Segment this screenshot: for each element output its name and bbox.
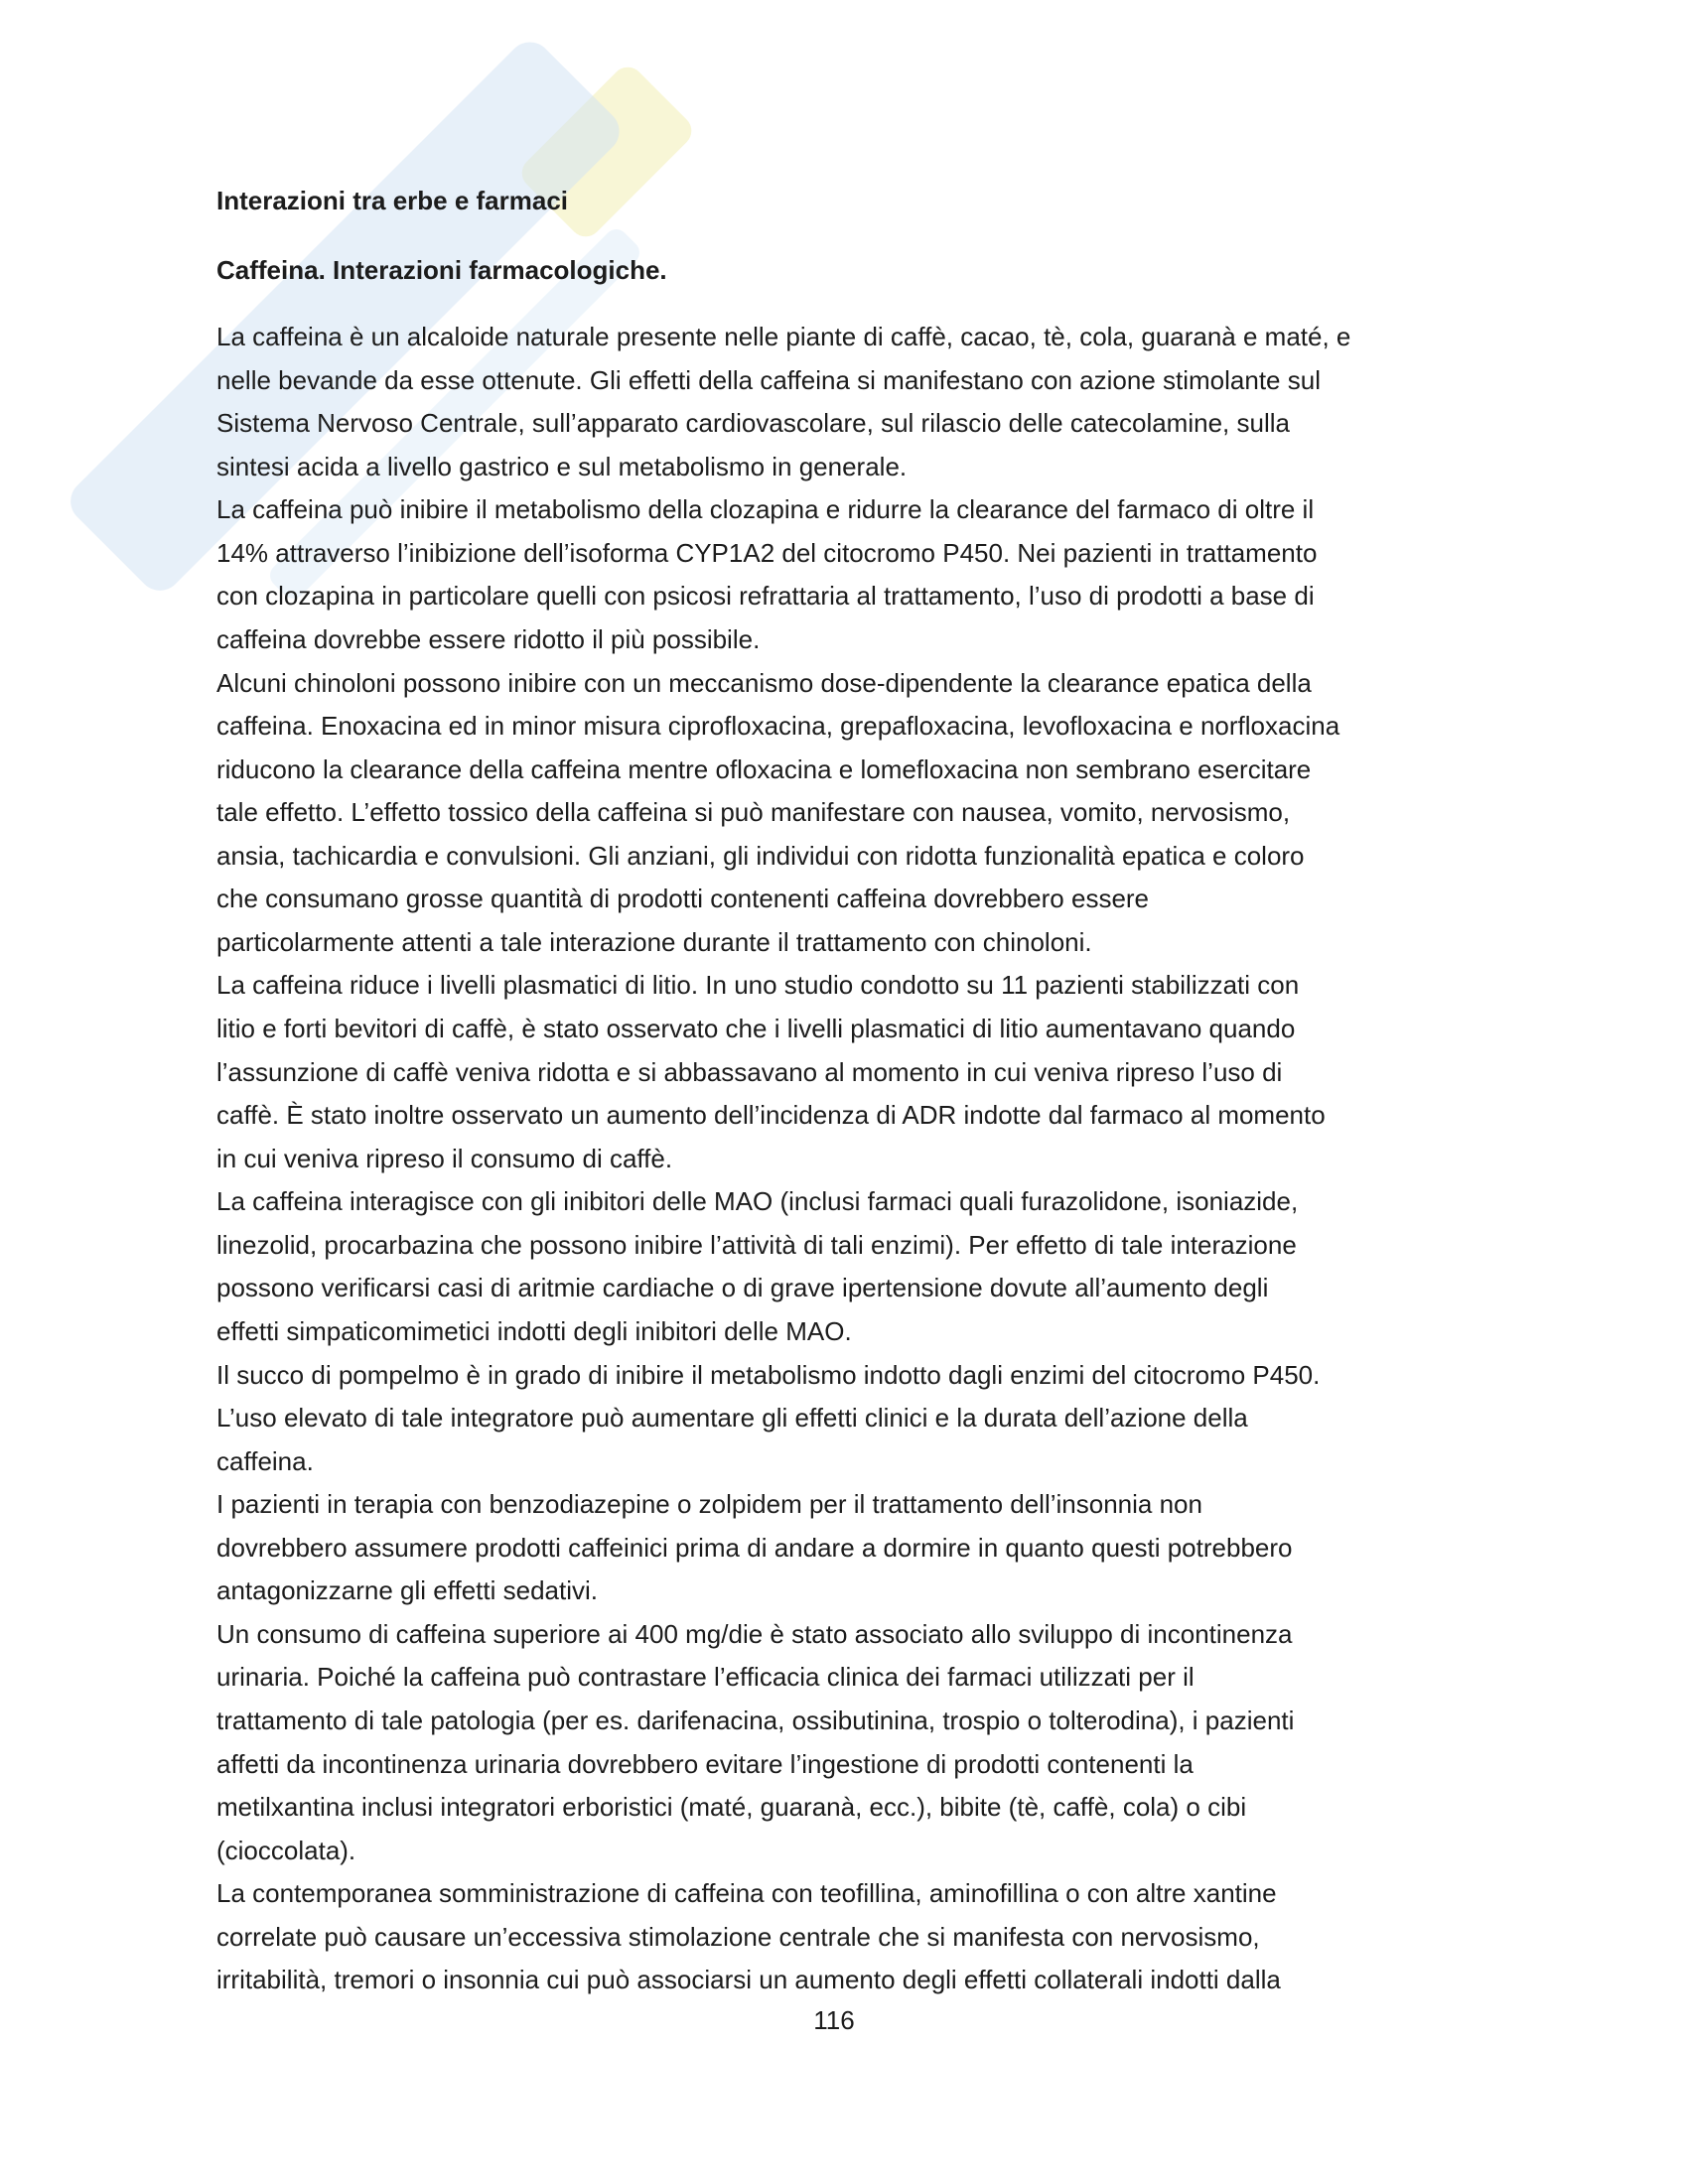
- body-line: affetti da incontinenza urinaria dovrebbero evitare l’ingestione di prodotti contenenti la: [216, 1748, 1194, 1779]
- page-number: 116: [813, 2005, 855, 2035]
- body-line: in cui veniva ripreso il consumo di caffè.: [216, 1143, 673, 1173]
- body-line: ansia, tachicardia e convulsioni. Gli anziani, gli individui con ridotta funzionalità epatica e coloro: [216, 840, 1305, 871]
- body-line: effetti simpaticomimetici indotti degli inibitori delle MAO.: [216, 1315, 852, 1346]
- section-title: Interazioni tra erbe e farmaci: [216, 186, 569, 215]
- paragraph: [216, 488, 1507, 661]
- body-line: possono verificarsi casi di aritmie cardiache o di grave ipertensione dovute all’aumento degli: [216, 1273, 1269, 1303]
- body-line: caffeina dovrebbe essere ridotto il più possibile.: [216, 623, 761, 654]
- body-line: particolarmente attenti a tale interazione durante il trattamento con chinoloni.: [216, 926, 1092, 957]
- body-line: (cioccolata).: [216, 1835, 356, 1865]
- body-line: La caffeina riduce i livelli plasmatici di litio. In uno studio condotto su 11 pazienti stabilizzati con: [216, 970, 1300, 1001]
- paragraph: [216, 1872, 1507, 2002]
- body-line: La caffeina interagisce con gli inibitori delle MAO (inclusi farmaci quali furazolidone, isoniazide,: [216, 1186, 1299, 1217]
- body-line: La contemporanea somministrazione di caffeina con teofillina, aminofillina o con altre xantine: [216, 1878, 1277, 1909]
- body-line: caffè. È stato inoltre osservato un aumento dell’incidenza di ADR indotte dal farmaco al momento: [216, 1100, 1326, 1131]
- paragraph: [216, 1613, 1507, 1872]
- body-line: con clozapina in particolare quelli con psicosi refrattaria al trattamento, l’uso di prodotti a base di: [216, 581, 1315, 612]
- paragraph: [216, 1180, 1507, 1353]
- body-line: La caffeina può inibire il metabolismo della clozapina e ridurre la clearance del farmaco di oltre il: [216, 494, 1315, 525]
- body-line: correlate può causare un’eccessiva stimolazione centrale che si manifesta con nervosismo,: [216, 1921, 1260, 1952]
- body-line: 14% attraverso l’inibizione dell’isoforma CYP1A2 del citocromo P450. Nei pazienti in trattamento: [216, 537, 1318, 568]
- body-line: che consumano grosse quantità di prodotti contenenti caffeina dovrebbero essere: [216, 884, 1150, 914]
- body-line: I pazienti in terapia con benzodiazepine o zolpidem per il trattamento dell’insonnia non: [216, 1489, 1202, 1520]
- body-line: urinaria. Poiché la caffeina può contrastare l’efficacia clinica dei farmaci utilizzati per il: [216, 1662, 1195, 1693]
- body-line: dovrebbero assumere prodotti caffeinici prima di andare a dormire in quanto questi potrebbero: [216, 1532, 1293, 1563]
- body-line: L’uso elevato di tale integratore può aumentare gli effetti clinici e la durata dell’azione della: [216, 1403, 1248, 1433]
- body-line: caffeina.: [216, 1445, 314, 1476]
- paragraph: [216, 662, 1507, 965]
- paragraph: [216, 964, 1507, 1180]
- body-line: caffeina. Enoxacina ed in minor misura ciprofloxacina, grepafloxacina, levofloxacina e norfloxacina: [216, 711, 1340, 742]
- body-line: La caffeina è un alcaloide naturale presente nelle piante di caffè, cacao, tè, cola, guaranà e maté, e: [216, 322, 1351, 351]
- body-line: l’assunzione di caffè veniva ridotta e si abbassavano al momento in cui veniva ripreso l’uso di: [216, 1056, 1283, 1087]
- body-line: litio e forti bevitori di caffè, è stato osservato che i livelli plasmatici di litio aumentavano quando: [216, 1014, 1296, 1043]
- body-line: Un consumo di caffeina superiore ai 400 mg/die è stato associato allo sviluppo di incontinenza: [216, 1618, 1293, 1649]
- body-line: sintesi acida a livello gastrico e sul metabolismo in generale.: [216, 451, 908, 481]
- body-line: Il succo di pompelmo è in grado di inibire il metabolismo indotto dagli enzimi del citocromo P450.: [216, 1359, 1321, 1390]
- body-line: Alcuni chinoloni possono inibire con un meccanismo dose-dipendente la clearance epatica della: [216, 667, 1312, 698]
- body-line: irritabilità, tremori o insonnia cui può associarsi un aumento degli effetti collaterali indotti dalla: [216, 1965, 1281, 1995]
- body-line: antagonizzarne gli effetti sedativi.: [216, 1575, 598, 1606]
- paragraph: [216, 1483, 1507, 1613]
- body-line: linezolid, procarbazina che possono inibire l’attività di tali enzimi). Per effetto di tale interazione: [216, 1229, 1297, 1260]
- body-line: nelle bevande da esse ottenute. Gli effetti della caffeina si manifestano con azione stimolante sul: [216, 364, 1321, 395]
- body-line: metilxantina inclusi integratori erboristici (maté, guaranà, ecc.), bibite (tè, caffè, cola) o cibi: [216, 1792, 1247, 1823]
- body-line: riducono la clearance della caffeina mentre ofloxacina e lomefloxacina non sembrano esercitare: [216, 753, 1312, 784]
- body-text: [216, 316, 1507, 2002]
- body-line: Sistema Nervoso Centrale, sull’apparato cardiovascolare, sul rilascio delle catecolamine, sulla: [216, 408, 1290, 439]
- paragraph: [216, 316, 1507, 488]
- subsection-title: Caffeina. Interazioni farmacologiche.: [216, 255, 667, 285]
- body-line: tale effetto. L’effetto tossico della caffeina si può manifestare con nausea, vomito, nervosismo,: [216, 797, 1291, 828]
- body-line: trattamento di tale patologia (per es. darifenacina, ossibutinina, trospio o tolterodina), i pazienti: [216, 1706, 1295, 1735]
- paragraph: [216, 1354, 1507, 1484]
